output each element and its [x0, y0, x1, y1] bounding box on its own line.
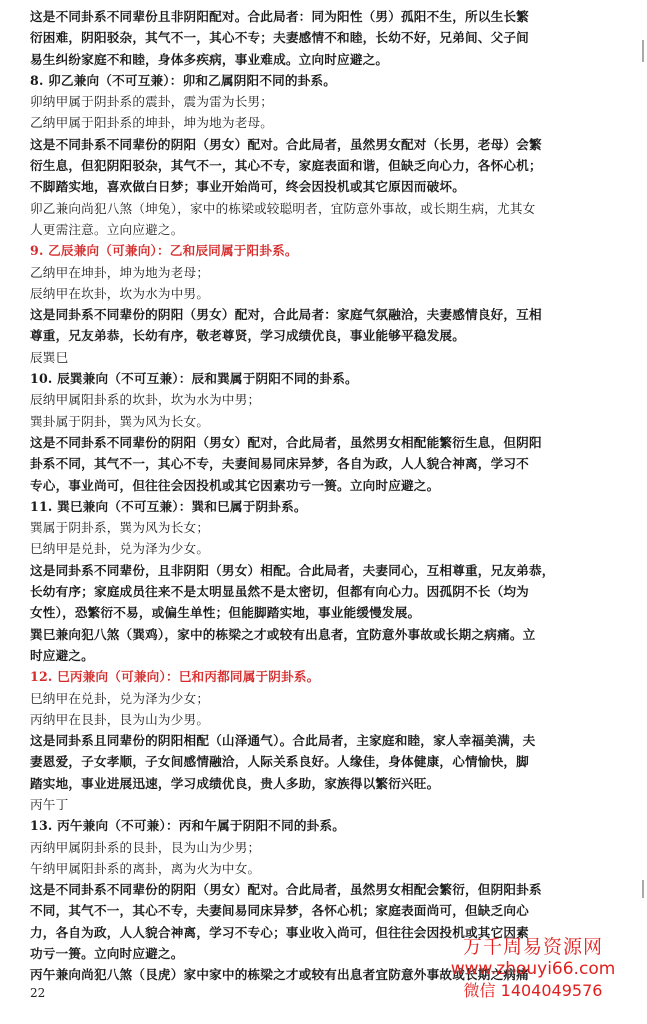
- text-line: 尊重，兄友弟恭，长幼有序，敬老尊贤，学习成绩优良，事业能够平稳发展。: [30, 328, 465, 344]
- section-heading-highlight: 12. 巳丙兼向（可兼向）：巳和丙都同属于阴卦系。: [30, 669, 320, 685]
- text-line: 不同，其气不一，其心不专，夫妻间易同床异梦，各怀心机；家庭表面尚可，但缺乏向心: [30, 903, 529, 919]
- text-line: 巽巳兼向犯八煞（巽鸡），家中的栋梁之才或较有出息者，宜防意外事故或长期之病痛。立: [30, 626, 536, 642]
- text-line: 乙纳甲在坤卦，坤为地为老母；: [30, 264, 210, 280]
- text-line: 女性），恐繁衍不易，或偏生单性；但能脚踏实地，事业能缓慢发展。: [30, 605, 421, 621]
- text-line: 13. 丙午兼向（不可兼）：丙和午属于阴阳不同的卦系。: [30, 818, 346, 834]
- text-line: 辰巽巳: [30, 349, 69, 365]
- text-line: 功亏一篑。立向时应避之。: [30, 946, 184, 962]
- text-line: 乙纳甲属于阳卦系的坤卦，坤为地为老母。: [30, 115, 274, 131]
- text-line: 丙纳甲属阴卦系的艮卦，艮为山为少男；: [30, 839, 261, 855]
- text-line: 专心，事业尚可，但往往会因投机或其它因素功亏一篑。立向时应避之。: [30, 477, 440, 493]
- text-line: 11. 巽巳兼向（不可互兼）：巽和巳属于阴卦系。: [30, 498, 307, 514]
- text-line: 不脚踏实地，喜欢做白日梦；事业开始尚可，终会因投机或其它原因而破坏。: [30, 179, 465, 195]
- text-line: 10. 辰巽兼向（不可互兼）：辰和巽属于阴阳不同的卦系。: [30, 371, 358, 387]
- text-line: 时应避之。: [30, 647, 94, 663]
- text-line: 这是同卦系不同辈份，且非阴阳（男女）相配。合此局者，夫妻同心，互相尊重，兄友弟恭，: [30, 562, 555, 578]
- document-body: [30, 6, 610, 986]
- text-line: 衍困难，阴阳驳杂，其气不一，其心不专；夫妻感情不和睦，长幼不好，兄弟间、父子间: [30, 30, 529, 46]
- text-line: 这是同卦系不同辈份的阴阳（男女）配对，合此局者：家庭气氛融洽，夫妻感情良好，互相: [30, 307, 542, 323]
- page-number: 22: [30, 986, 46, 1000]
- text-line: 巳纳甲是兑卦，兑为泽为少女。: [30, 541, 210, 557]
- text-line: 丙纳甲在艮卦，艮为山为少男。: [30, 711, 210, 727]
- text-line: 辰纳甲属阳卦系的坎卦，坎为水为中男；: [30, 392, 261, 408]
- text-line: 卦系不同，其气不一，其心不专，夫妻间易同床异梦，各自为政，人人貌合神离，学习不: [30, 456, 529, 472]
- text-line: 踏实地，事业进展迅速，学习成绩优良，贵人多助，家族得以繁衍兴旺。: [30, 775, 440, 791]
- text-line: 这是不同卦系不同辈份的阴阳（男女）配对。合此局者，虽然男女相配会繁衍，但阴阳卦系: [30, 882, 542, 898]
- scan-edge-mark: [642, 40, 644, 62]
- text-line: 人更需注意。立向应避之。: [30, 221, 184, 237]
- text-line: 巳纳甲在兑卦，兑为泽为少女；: [30, 690, 210, 706]
- text-line: 辰纳甲在坎卦，坎为水为中男。: [30, 285, 210, 301]
- text-line: 卯乙兼向尚犯八煞（坤兔），家中的栋梁或较聪明者，宜防意外事故，或长期生病，尤其女: [30, 200, 536, 216]
- text-line: 午纳甲属阳卦系的离卦，离为火为中女。: [30, 860, 261, 876]
- text-line: 8. 卯乙兼向（不可互兼）：卯和乙属阴阳不同的卦系。: [30, 72, 337, 88]
- watermark-site-name: 万千周易资源网: [462, 936, 603, 958]
- text-line: 丙午丁: [30, 796, 69, 812]
- watermark-wechat: 微信 1404049576: [463, 981, 603, 1000]
- watermark: [433, 936, 633, 1002]
- watermark-url: www.zhouyi66.com: [450, 959, 616, 979]
- text-line: 这是同卦系且同辈份的阴阳相配（山泽通气）。合此局者，主家庭和睦，家人幸福美满，夫: [30, 733, 536, 749]
- text-line: 力，各自为政，人人貌合神离，学习不专心；事业收入尚可，但往往会因投机或其它因素: [30, 924, 529, 940]
- text-line: 巽属于阴卦系，巽为风为长女；: [30, 520, 210, 536]
- text-line: 这是不同卦系不同辈份的阴阳（男女）配对。合此局者，虽然男女配对（长男，老母）会繁: [30, 136, 542, 152]
- text-line: 衍生息，但犯阴阳驳杂，其气不一，其心不专，家庭表面和谐，但缺乏向心力，各怀心机；: [30, 158, 542, 174]
- text-line: 卯纳甲属于阴卦系的震卦，震为雷为长男；: [30, 94, 274, 110]
- text-line: 这是不同卦系不同辈份且非阴阳配对。合此局者：同为阳性（男）孤阳不生，所以生长繁: [30, 9, 529, 24]
- text-line: 妻恩爱，子女孝顺，子女间感情融洽，人际关系良好。人缘佳，身体健康，心情愉快，脚: [30, 754, 529, 770]
- text-line: 丙午兼向尚犯八煞（艮虎）家中家中的栋梁之才或较有出息者宜防意外事故或长期之病痛: [30, 967, 529, 983]
- text-line: 易生纠纷家庭不和睦，身体多疾病，事业难成。立向时应避之。: [30, 51, 389, 67]
- text-line: 巽卦属于阴卦，巽为风为长女。: [30, 413, 210, 429]
- section-heading-highlight: 9. 乙辰兼向（可兼向）：乙和辰同属于阳卦系。: [30, 243, 298, 259]
- text-line: 这是不同卦系不同辈份的阴阳（男女）配对，合此局者，虽然男女相配能繁衍生息，但阴阳: [30, 434, 542, 450]
- scan-edge-mark: [642, 880, 644, 898]
- text-line: 长幼有序；家庭成员往来不是太明显虽然不是太密切，但都有向心力。因孤阴不长（均为: [30, 584, 529, 600]
